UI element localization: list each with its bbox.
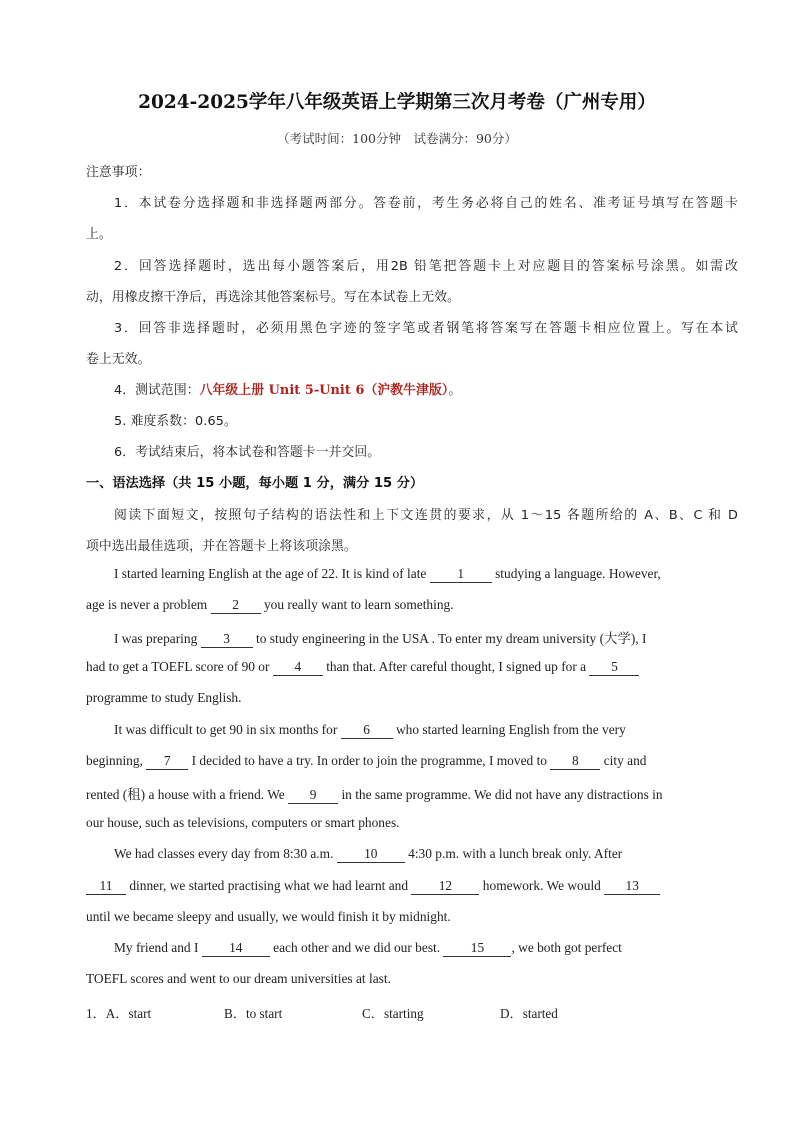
passage-line bbox=[86, 628, 738, 648]
option-a-label: A．start bbox=[105, 1006, 152, 1021]
notes-heading: 注意事项： bbox=[86, 165, 151, 180]
blank-3: 3 bbox=[201, 632, 253, 648]
blank-9: 9 bbox=[288, 788, 338, 804]
passage-line: TOEFL scores and went to our dream universities at last. bbox=[86, 971, 391, 986]
note-item-1: 1．本试卷分选择题和非选择题两部分。答卷前，考生务必将自己的姓名、准考证号填写在答题卡 bbox=[114, 196, 738, 211]
passage-text: , we both got perfect bbox=[511, 940, 622, 955]
question-1-option-c[interactable]: C．starting bbox=[362, 1006, 424, 1021]
blank-8: 8 bbox=[550, 754, 600, 770]
passage-text: beginning, bbox=[86, 753, 143, 768]
passage-text: city and bbox=[603, 753, 647, 768]
passage-text: We had classes every day from 8:30 a.m. bbox=[114, 846, 334, 861]
note-item-2: 2．回答选择题时，选出每小题答案后，用2B 铅笔把答题卡上对应题目的答案标号涂黑。如需改 bbox=[114, 259, 738, 274]
blank-2: 2 bbox=[211, 598, 261, 614]
passage-text: I was preparing bbox=[114, 631, 198, 646]
note-item-3: 3．回答非选择题时，必须用黑色字迹的签字笔或者钢笔将答案写在答题卡相应位置上。写在本试 bbox=[114, 321, 738, 336]
section-instructions: 阅读下面短文，按照句子结构的语法性和上下文连贯的要求，从 1～15 各题所给的 A、B、C 和 D bbox=[114, 508, 738, 523]
passage-text: dinner, we started practising what we had learnt and bbox=[129, 878, 409, 893]
passage-line: programme to study English. bbox=[86, 690, 242, 705]
note-item-4-suffix: 。 bbox=[448, 383, 462, 398]
note-item-5: 5. 难度系数：0.65。 bbox=[114, 414, 237, 429]
question-1-option-a[interactable] bbox=[86, 1003, 151, 1022]
passage-text: I decided to have a try. In order to join the programme, I moved to bbox=[191, 753, 547, 768]
blank-12: 12 bbox=[411, 879, 479, 895]
question-1-option-d[interactable]: D．started bbox=[500, 1006, 558, 1021]
note-item-4-prefix: 4．测试范围： bbox=[114, 383, 200, 398]
passage-line: our house, such as televisions, computers or smart phones. bbox=[86, 815, 400, 830]
question-1-option-b[interactable]: B．to start bbox=[224, 1006, 283, 1021]
passage-text: 4:30 p.m. with a lunch break only. After bbox=[408, 846, 623, 861]
passage-text: I started learning English at the age of 22. It is kind of late bbox=[114, 566, 427, 581]
passage-text: you really want to learn something. bbox=[263, 597, 454, 612]
note-item-3-cont: 卷上无效。 bbox=[86, 352, 151, 367]
blank-11: 11 bbox=[86, 879, 126, 895]
passage-text: than that. After careful thought, I signed up for a bbox=[326, 659, 587, 674]
passage-line bbox=[86, 722, 738, 739]
blank-4: 4 bbox=[273, 660, 323, 676]
passage-text: in the same programme. We did not have any distractions in bbox=[341, 787, 663, 802]
note-item-1-cont: 上。 bbox=[86, 227, 112, 242]
blank-13: 13 bbox=[604, 879, 660, 895]
blank-7: 7 bbox=[146, 754, 188, 770]
passage-line: until we became sleepy and usually, we would finish it by midnight. bbox=[86, 909, 451, 924]
blank-6: 6 bbox=[341, 723, 393, 739]
passage-text: It was difficult to get 90 in six months for bbox=[114, 722, 338, 737]
passage-line bbox=[86, 566, 738, 583]
blank-10: 10 bbox=[337, 847, 405, 863]
passage-text: studying a language. However, bbox=[495, 566, 661, 581]
passage-text: to study engineering in the USA . To enter my dream university (大学), I bbox=[256, 631, 647, 646]
passage-line bbox=[86, 784, 710, 804]
passage-line bbox=[86, 597, 710, 614]
passage-text: who started learning English from the very bbox=[396, 722, 626, 737]
passage-text: homework. We would bbox=[482, 878, 601, 893]
passage-text: My friend and I bbox=[114, 940, 199, 955]
passage-line bbox=[86, 659, 710, 676]
question-number: 1． bbox=[86, 1006, 106, 1021]
passage-text: age is never a problem bbox=[86, 597, 208, 612]
blank-14: 14 bbox=[202, 941, 270, 957]
note-item-4 bbox=[86, 379, 738, 398]
section-heading: 一、语法选择（共 15 小题，每小题 1 分，满分 15 分） bbox=[86, 476, 424, 491]
passage-line bbox=[86, 846, 738, 863]
passage-text: rented (租) a house with a friend. We bbox=[86, 787, 285, 802]
note-item-2-cont: 动，用橡皮擦干净后，再选涂其他答案标号。写在本试卷上无效。 bbox=[86, 290, 461, 305]
passage-text: had to get a TOEFL score of 90 or bbox=[86, 659, 270, 674]
exam-time-info: （考试时间：100分钟 试卷满分：90分） bbox=[277, 131, 517, 146]
passage-line bbox=[86, 940, 738, 957]
page-title: 2024-2025学年八年级英语上学期第三次月考卷（广州专用） bbox=[138, 92, 656, 113]
blank-1: 1 bbox=[430, 567, 492, 583]
note-item-6: 6．考试结束后，将本试卷和答题卡一并交回。 bbox=[114, 445, 381, 460]
passage-line bbox=[86, 753, 710, 770]
passage-text: each other and we did our best. bbox=[273, 940, 441, 955]
blank-5: 5 bbox=[589, 660, 639, 676]
blank-15: 15 bbox=[443, 941, 511, 957]
test-range: 八年级上册 Unit 5-Unit 6（沪教牛津版） bbox=[199, 383, 449, 398]
section-instructions-cont: 项中选出最佳选项，并在答题卡上将该项涂黑。 bbox=[86, 539, 357, 554]
passage-line bbox=[86, 878, 710, 895]
